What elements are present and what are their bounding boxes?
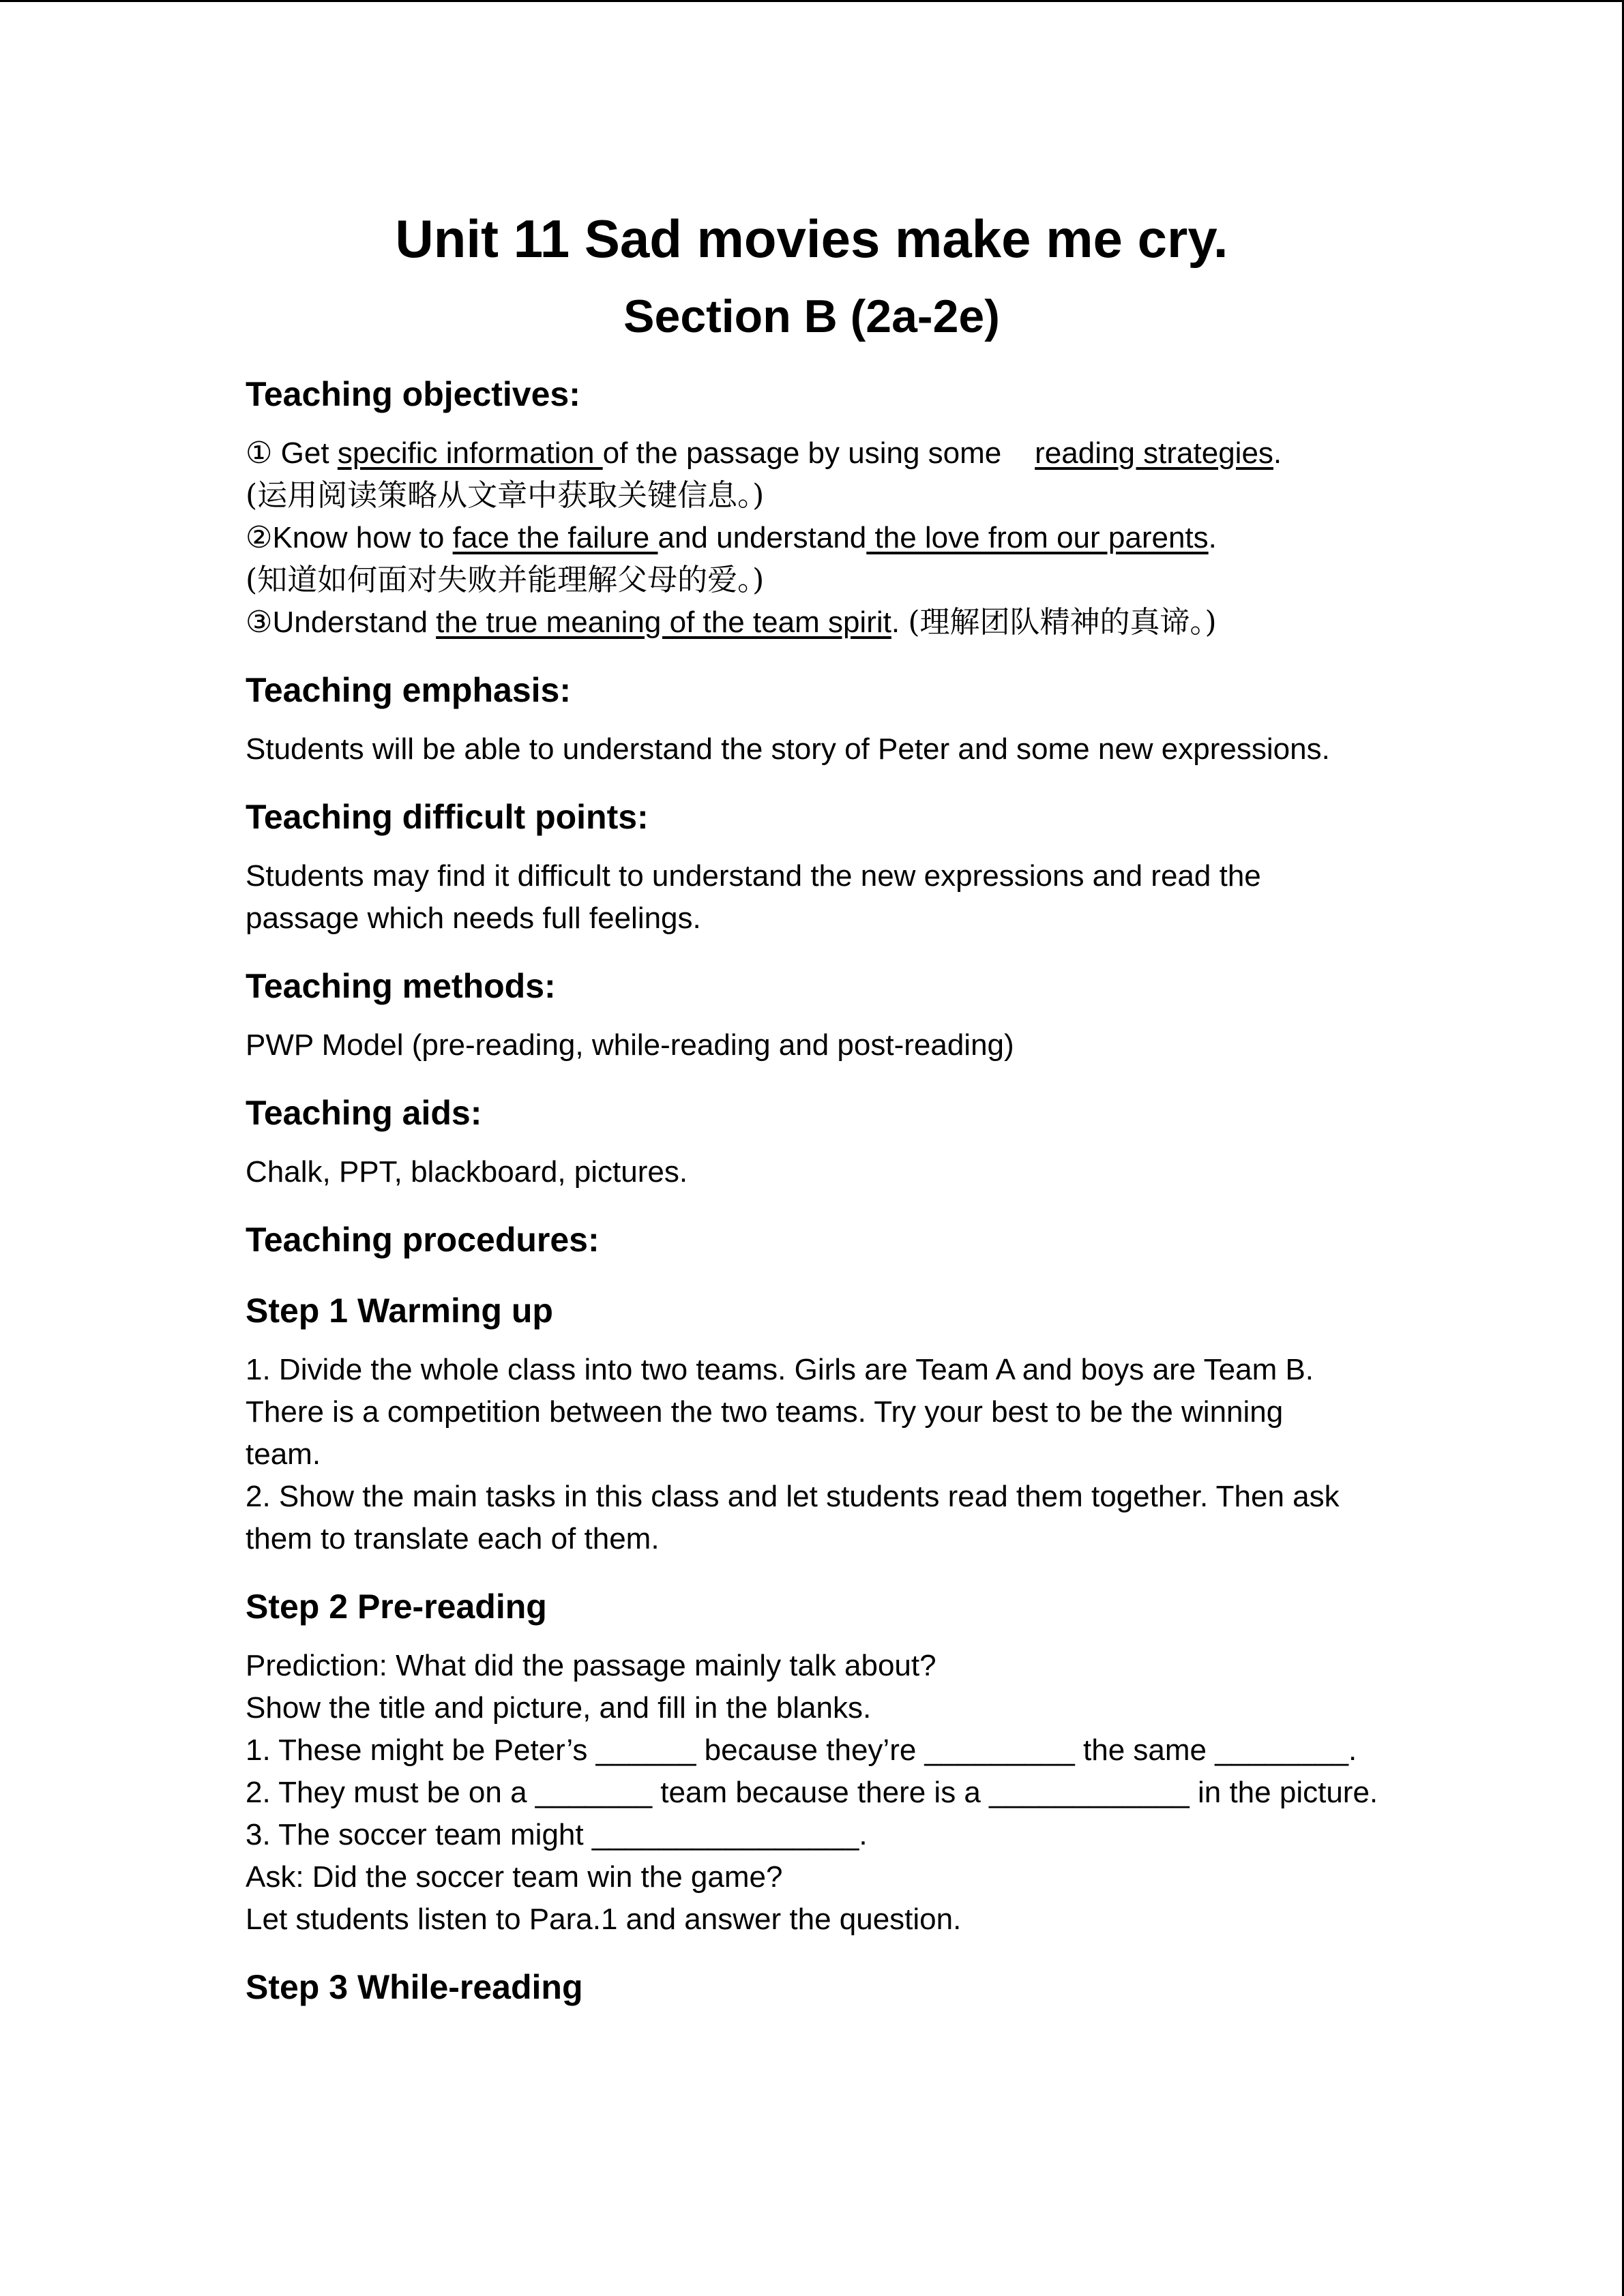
step-2-line: Show the title and picture, and fill in the blanks. [246,1691,872,1725]
methods-line: PWP Model (pre-reading, while-reading and post-reading) [246,1028,1014,1062]
objective-2-underline-2: the love from our parents [866,521,1209,554]
difficult-text [246,855,1405,940]
objective-1-underline-2: reading strategies [1035,436,1273,470]
step-2-text [246,1645,1405,1941]
objective-1-chinese: (运用阅读策略从文章中获取关键信息。) [246,478,765,513]
step-2-line: 3. The soccer team might ________________. [246,1818,868,1851]
step-2-line: 2. They must be on a _______ team because there is a ____________ in the picture. [246,1776,1378,1809]
aids-heading: Teaching aids: [246,1094,482,1132]
page-border-top [0,0,1624,2]
difficult-line-2: passage which needs full feelings. [246,901,701,935]
emphasis-line: Students will be able to understand the story of Peter and some new expressions. [246,732,1330,766]
step-1-line: team. [246,1437,321,1471]
step-2-line: 1. These might be Peter’s ______ because they’re _________ the same ________. [246,1733,1357,1767]
step-1-line: 2. Show the main tasks in this class and let students read them together. Then ask [246,1480,1340,1513]
objective-1-suffix: . [1273,436,1282,470]
step-2-line: Let students listen to Para.1 and answer the question. [246,1903,962,1936]
objective-2-chinese: (知道如何面对失败并能理解父母的爱。) [246,563,765,597]
objective-1-mid: of the passage by using some [602,436,1035,470]
objective-1-prefix: ① Get [246,436,338,470]
objective-3-chinese: (理解团队精神的真谛。) [908,605,1217,640]
difficult-heading: Teaching difficult points: [246,798,649,836]
objective-1-underline-1: specific information [337,436,603,470]
objective-3-underline-1: the true meaning of the team spirit [436,606,891,639]
document-title: Unit 11 Sad movies make me cry. [395,209,1228,269]
objective-2-prefix: ②Know how to [246,521,453,554]
objective-2-underline-1: face the failure [452,521,658,554]
objective-2-suffix: . [1208,521,1217,554]
objective-2 [246,517,1405,559]
objective-3 [246,601,1405,644]
objective-3-prefix: ③Understand [246,606,437,639]
step-2-heading: Step 2 Pre-reading [246,1587,547,1626]
difficult-line-1: Students may find it difficult to understand the new expressions and read the [246,859,1261,893]
step-3-heading: Step 3 While-reading [246,1968,583,2006]
methods-text [246,1024,1405,1067]
procedures-heading: Teaching procedures: [246,1221,600,1259]
step-2-line: Ask: Did the soccer team win the game? [246,1860,783,1894]
aids-text [246,1151,1405,1193]
aids-line: Chalk, PPT, blackboard, pictures. [246,1155,688,1189]
step-1-heading: Step 1 Warming up [246,1292,553,1330]
objective-2-mid: and understand [658,521,867,554]
objective-1 [246,432,1405,475]
methods-heading: Teaching methods: [246,967,556,1005]
emphasis-text [246,728,1405,771]
document-page [246,205,1405,2025]
step-2-line: Prediction: What did the passage mainly talk about? [246,1649,936,1682]
document-subtitle: Section B (2a-2e) [623,290,1000,342]
step-1-text [246,1349,1405,1560]
objectives-list [246,432,1405,644]
step-1-line: them to translate each of them. [246,1522,660,1555]
step-1-line: 1. Divide the whole class into two teams. Girls are Team A and boys are Team B. [246,1353,1314,1386]
objective-3-suffix: . [891,606,909,639]
objectives-heading: Teaching objectives: [246,375,580,413]
step-1-line: There is a competition between the two teams. Try your best to be the winning [246,1395,1284,1429]
emphasis-heading: Teaching emphasis: [246,671,571,709]
